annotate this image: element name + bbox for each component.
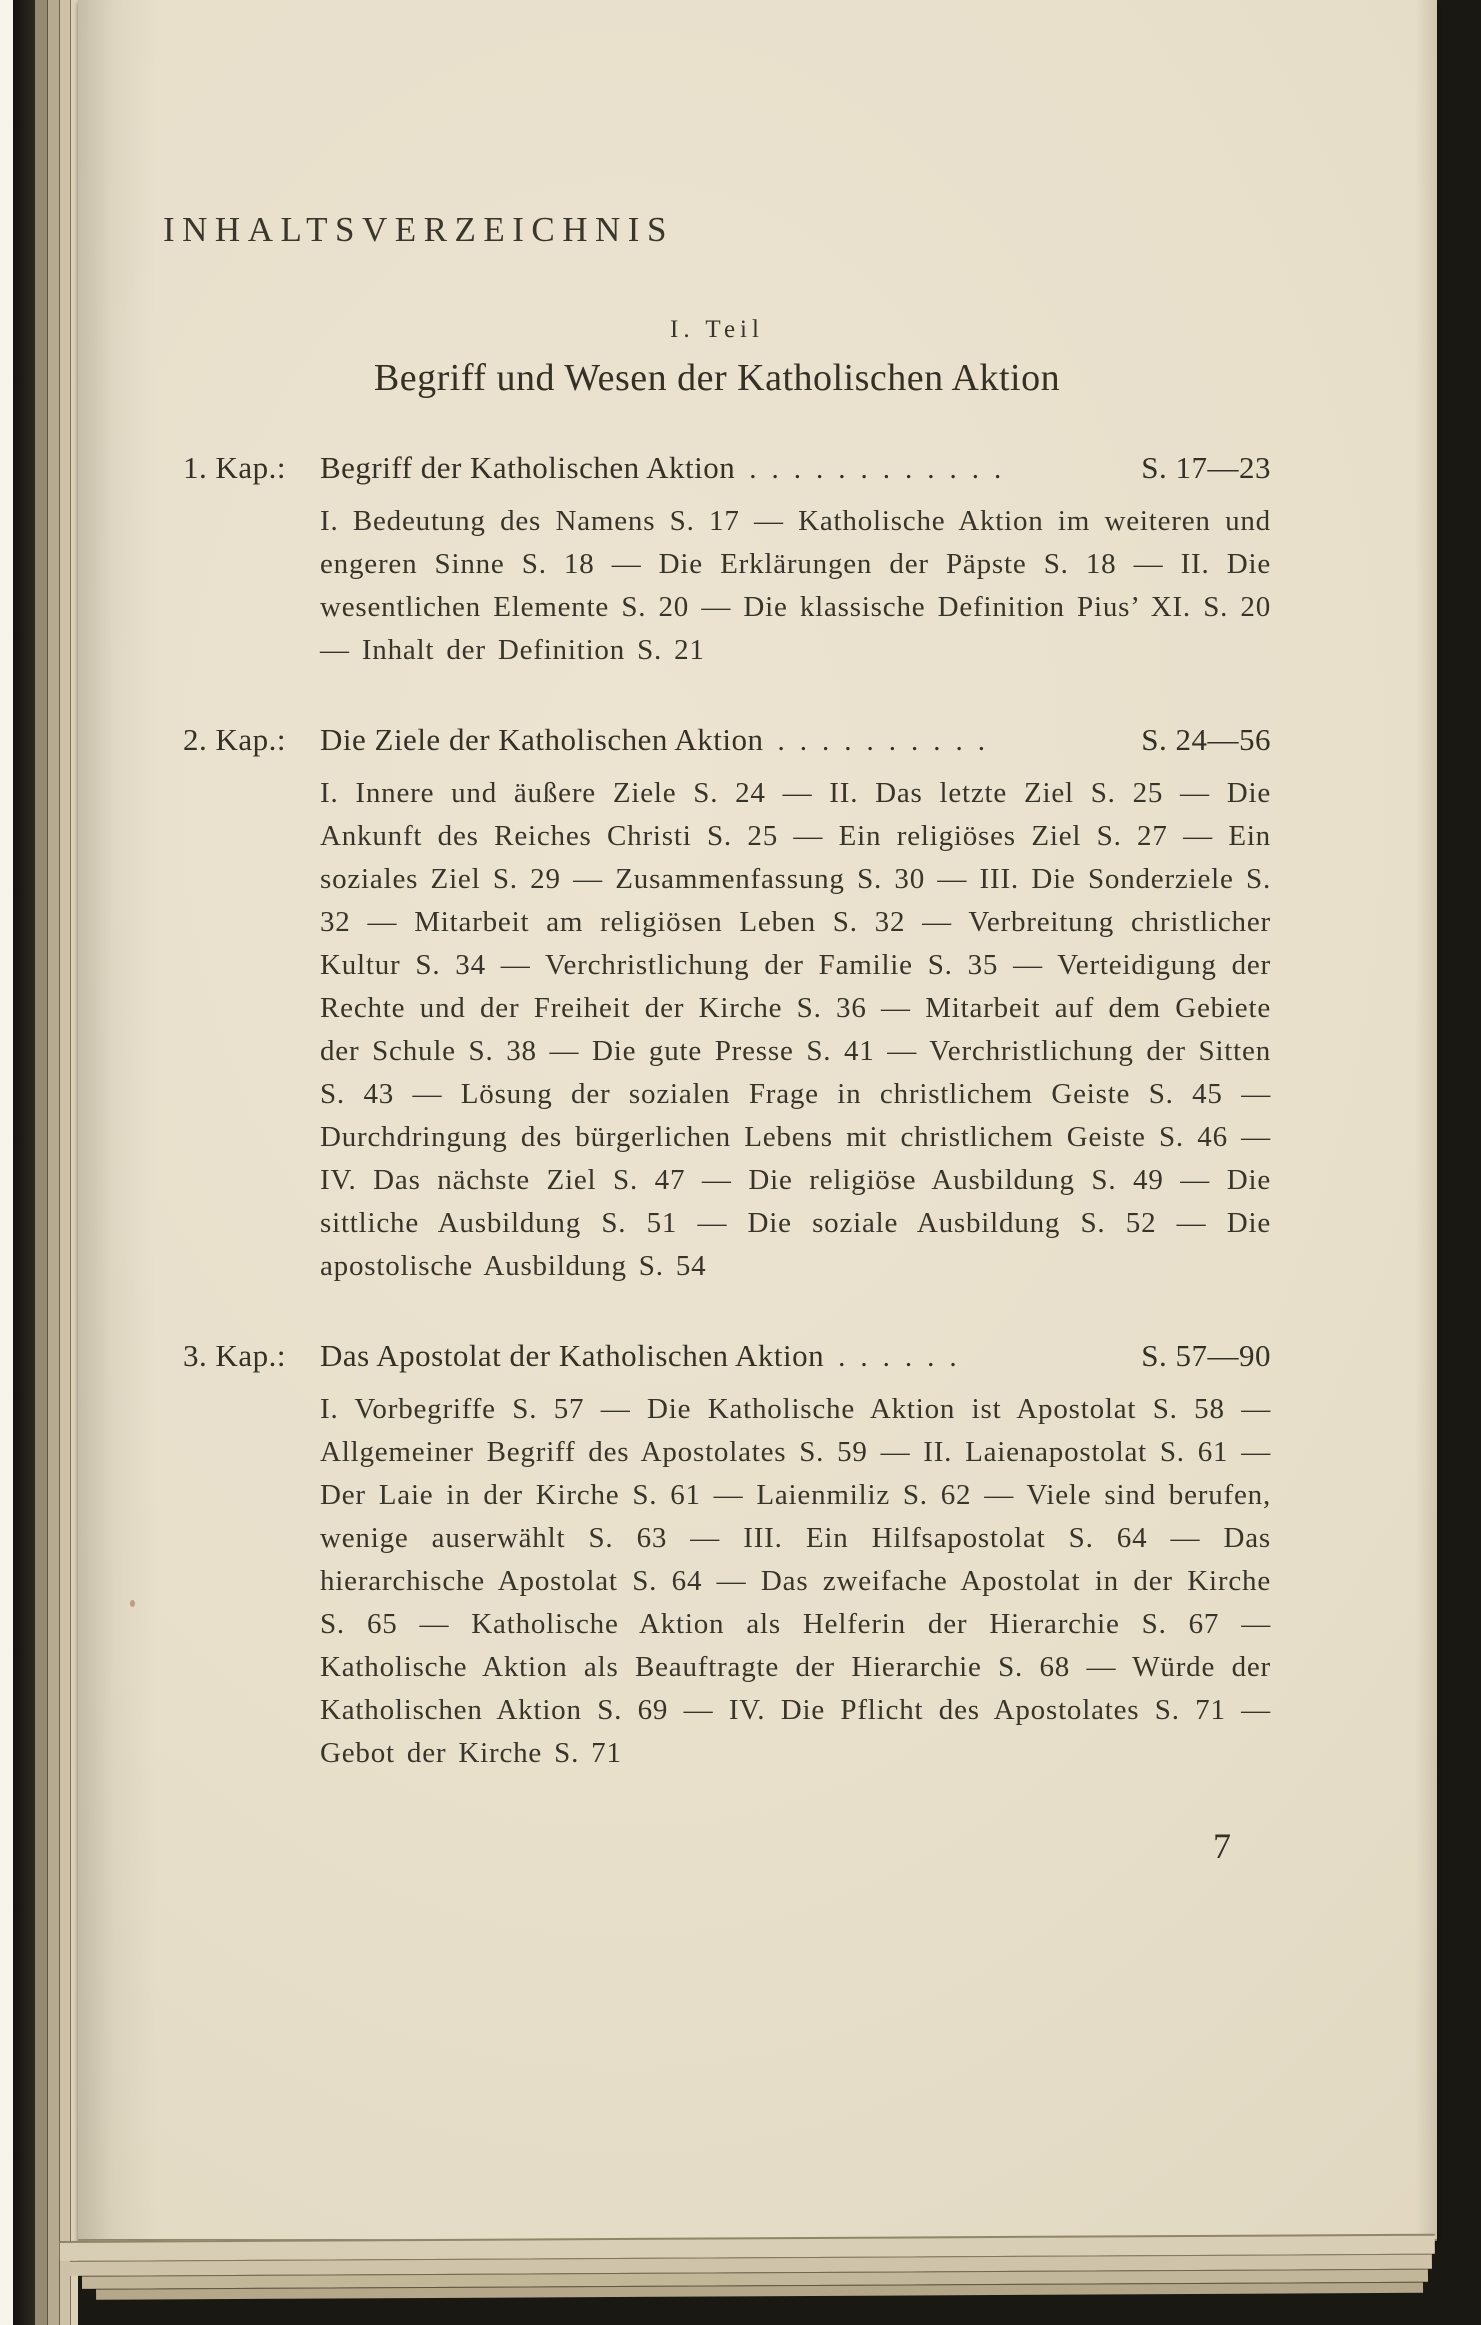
book-spine-shadow: [13, 0, 35, 2325]
chapter-title: Begriff der Katholischen Aktion: [320, 450, 736, 485]
chapter-detail: I. Bedeutung des Namens S. 17 — Katholische Aktion im weiteren und engeren Sinne S. 18 — Die Erklärungen der Päpste S. 18 — II. Die wesentlichen Elemente S. 20 — Die klassische Definition Pius’ XI. S. 20 — Inhalt der Definition S. 21: [320, 505, 1271, 666]
toc-entry-chapter-1: [163, 450, 1271, 672]
page-edge-stack-left: [48, 0, 60, 2325]
toc-title: INHALTSVERZEICHNIS: [163, 210, 674, 249]
chapter-heading: [183, 1338, 1271, 1374]
part-title: Begriff und Wesen der Katholischen Aktion: [373, 357, 1061, 399]
part-label: I. Teil: [670, 316, 764, 343]
chapter-page-range: S. 17—23: [1141, 450, 1271, 485]
page-edge-stack-left: [35, 0, 48, 2325]
dot-leader: ..........: [777, 725, 1000, 757]
chapter-label: 3. Kap.:: [183, 1338, 287, 1373]
page-edge-stack-bottom: [48, 2234, 1437, 2325]
chapter-label: 1. Kap.:: [183, 450, 287, 485]
toc-content: [78, 0, 1437, 1867]
chapter-detail: I. Innere und äußere Ziele S. 24 — II. Das letzte Ziel S. 25 — Die Ankunft des Reiches Christi S. 25 — Ein religiöses Ziel S. 27 — Ein soziales Ziel S. 29 — Zusammenfassung S. 30 — III. Die Sonderziele S. 32 — Mitarbeit am religiösen Leben S. 32 — Verbreitung christlicher Kultur S. 34 — Verchristlichung der Familie S. 35 — Verteidigung der Rechte und der Freiheit der Kirche S. 36 — Mitarbeit auf dem Gebiete der Schule S. 38 — Die gute Presse S. 41 — Verchristlichung der Sitten S. 43 — Lösung der sozialen Frage in christlichem Geiste S. 45 — Durchdringung des bürgerlichen Lebens mit christlichem Geiste S. 46 — IV. Das nächste Ziel S. 47 — Die religiöse Ausbildung S. 49 — Die sittliche Ausbildung S. 51 — Die soziale Ausbildung S. 52 — Die apostolische Ausbildung S. 54: [320, 777, 1271, 1282]
toc-entry-chapter-3: [163, 1338, 1271, 1775]
book-page: [78, 0, 1437, 2241]
chapter-page-range: S. 57—90: [1141, 1338, 1271, 1373]
dot-leader: ......: [838, 1341, 972, 1373]
page-edge-stack-left: [71, 0, 78, 2325]
chapter-title: Die Ziele der Katholischen Aktion: [320, 722, 764, 757]
scanner-edge: [0, 0, 13, 2325]
chapter-page-range: S. 24—56: [1141, 722, 1271, 757]
chapter-heading: [183, 722, 1271, 758]
page-number: 7: [1213, 1826, 1231, 1866]
toc-entry-chapter-2: [163, 722, 1271, 1288]
chapter-detail: I. Vorbegriffe S. 57 — Die Katholische Aktion ist Apostolat S. 58 — Allgemeiner Begriff des Apostolates S. 59 — II. Laienapostolat S. 61 — Der Laie in der Kirche S. 61 — Laienmiliz S. 62 — Viele sind berufen, wenige auserwählt S. 63 — III. Ein Hilfsapostolat S. 64 — Das hierarchische Apostolat S. 64 — Das zweifache Apostolat in der Kirche S. 65 — Katholische Aktion als Helferin der Hierarchie S. 67 — Katholische Aktion als Beauftragte der Hierarchie S. 68 — Würde der Katholischen Aktion S. 69 — IV. Die Pflicht des Apostolates S. 71 — Gebot der Kirche S. 71: [320, 1393, 1271, 1769]
chapter-heading: [183, 450, 1271, 486]
chapter-label: 2. Kap.:: [183, 722, 287, 757]
dot-leader: ............: [749, 453, 1017, 485]
chapter-title: Das Apostolat der Katholischen Aktion: [320, 1338, 825, 1373]
page-edge-stack-left: [60, 0, 71, 2325]
